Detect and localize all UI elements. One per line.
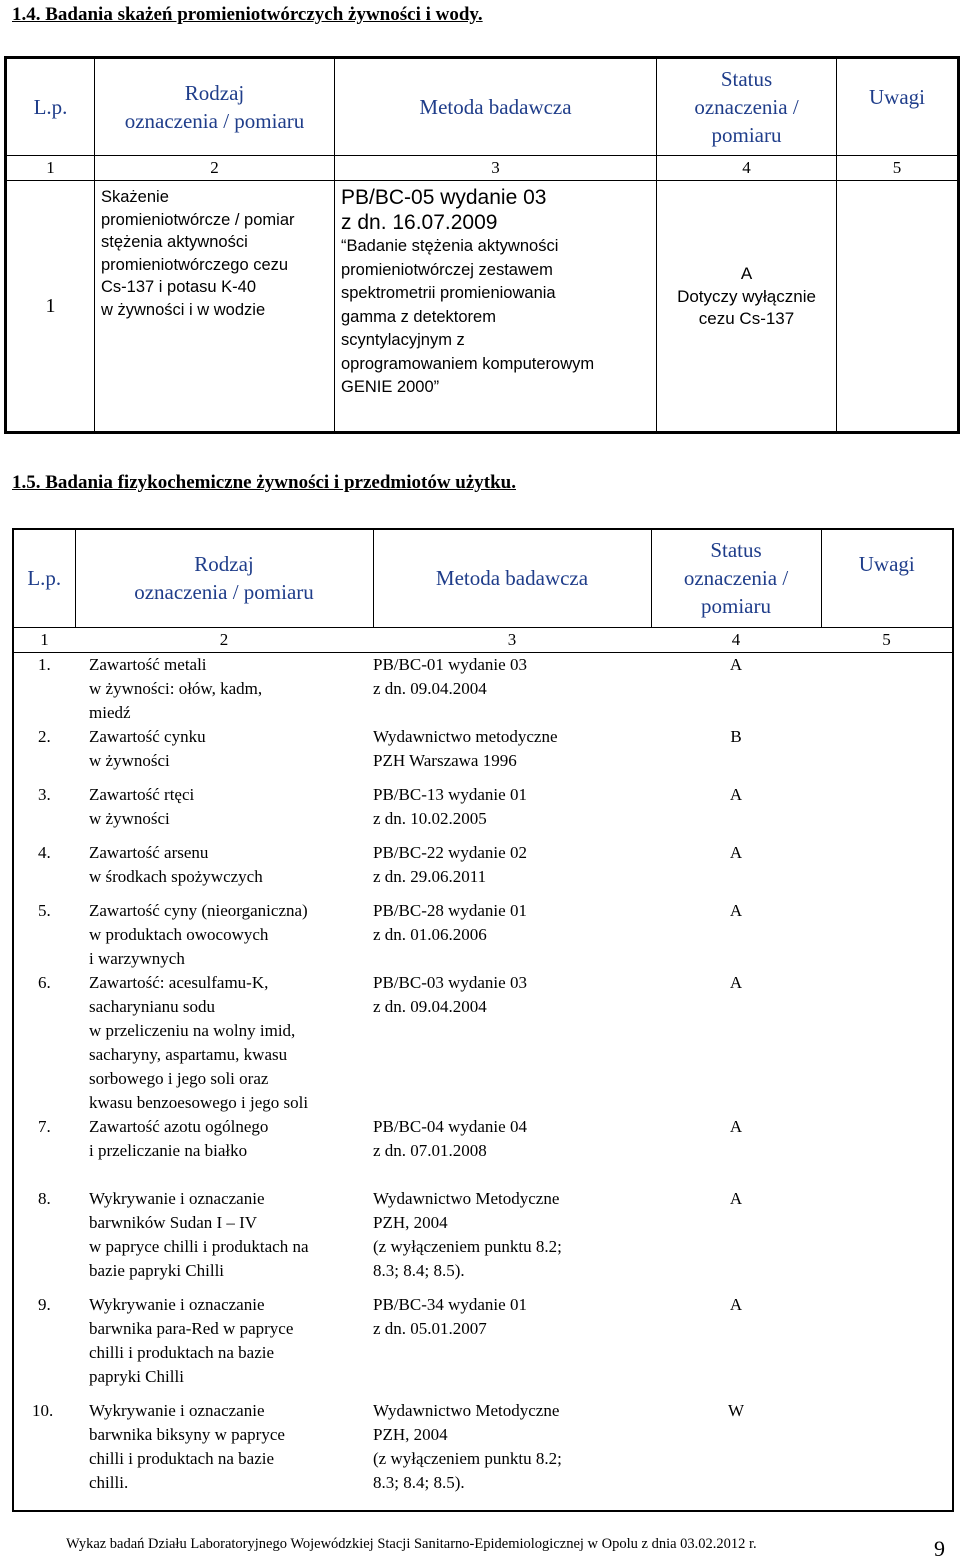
row-status: A [729, 901, 743, 920]
table-row [13, 652, 953, 725]
row-metoda: PB/BC-13 wydanie 01 z dn. 10.02.2005 [373, 785, 527, 828]
row-rodzaj: Zawartość cynku w żywności [89, 727, 206, 770]
page-footer: Wykaz badań Działu Laboratoryjnego Wojewódzkiej Stacji Sanitarno-Epidemiologicznej w Opolu z dnia 03.02.2012 r. [66, 1536, 757, 1552]
row-uwagi [821, 971, 953, 1115]
row-uwagi [821, 1187, 953, 1293]
row-lp: 8. [38, 1189, 51, 1208]
row-rodzaj: Zawartość cyny (nieorganiczna) w produktach owocowych i warzywnych [89, 901, 308, 968]
page-number: 9 [934, 1536, 945, 1561]
row-lp: 6. [38, 973, 51, 992]
row-rodzaj: Zawartość azotu ogólnego i przeliczanie na białko [89, 1117, 269, 1160]
row-metoda: PB/BC-28 wydanie 01 z dn. 01.06.2006 [373, 901, 527, 944]
table-row [13, 725, 953, 783]
row-uwagi [821, 899, 953, 971]
row-rodzaj: Skażenie promieniotwórcze / pomiar stężenia aktywności promieniotwórczego cezu Cs-137 i potasu K-40 w żywności i w wodzie [95, 181, 335, 433]
section-title-radiation: 1.4. Badania skażeń promieniotwórczych żywności i wody. [12, 4, 483, 25]
header-status: Status oznaczenia / pomiaru [651, 529, 821, 627]
row-metoda: PB/BC-04 wydanie 04 z dn. 07.01.2008 [373, 1117, 527, 1160]
row-lp: 3. [38, 785, 51, 804]
section-title-physchem: 1.5. Badania fizykochemiczne żywności i przedmiotów użytku. [12, 472, 517, 493]
row-uwagi [821, 1115, 953, 1187]
header-lp: L.p. [13, 529, 75, 627]
header-lp: L.p. [6, 58, 95, 156]
row-uwagi [821, 1293, 953, 1399]
row-metoda: PB/BC-03 wydanie 03 z dn. 09.04.2004 [373, 973, 527, 1016]
col-number: 2 [75, 627, 373, 652]
table-row [13, 1115, 953, 1187]
row-rodzaj: Zawartość metali w żywności: ołów, kadm, miedź [89, 654, 263, 722]
row-uwagi [821, 1399, 953, 1511]
header-metoda: Metoda badawcza [373, 529, 651, 627]
row-status: W [727, 1401, 745, 1420]
table-row [13, 899, 953, 971]
row-lp: 4. [38, 843, 51, 862]
row-rodzaj: Zawartość arsenu w środkach spożywczych [89, 843, 263, 886]
col-number: 3 [373, 627, 651, 652]
row-lp: 1. [38, 654, 51, 674]
row-lp: 7. [38, 1117, 51, 1136]
row-metoda: PB/BC-22 wydanie 02 z dn. 29.06.2011 [373, 843, 527, 886]
table-row [13, 1399, 953, 1511]
row-status: A [729, 843, 743, 862]
table-row [13, 1187, 953, 1293]
col-number: 5 [837, 156, 959, 181]
row-status: A [729, 785, 743, 804]
row-lp: 5. [38, 901, 51, 920]
row-uwagi [837, 181, 959, 433]
row-uwagi [821, 783, 953, 841]
row-metoda: Wydawnictwo Metodyczne PZH, 2004 (z wyłączeniem punktu 8.2; 8.3; 8.4; 8.5). [373, 1401, 562, 1492]
row-lp: 9. [38, 1295, 51, 1314]
row-status: B [730, 727, 742, 746]
header-rodzaj: Rodzaj oznaczenia / pomiaru [75, 529, 373, 627]
row-lp: 1 [6, 181, 95, 433]
row-status: A [729, 973, 743, 992]
row-status: A Dotyczy wyłącznie cezu Cs-137 [657, 181, 837, 433]
row-metoda: PB/BC-01 wydanie 03 z dn. 09.04.2004 [373, 654, 527, 698]
col-number: 5 [821, 627, 953, 652]
row-rodzaj: Wykrywanie i oznaczanie barwnika biksyny w papryce chilli i produktach na bazie chilli. [89, 1401, 285, 1492]
row-rodzaj: Wykrywanie i oznaczanie barwnika para-Red w papryce chilli i produktach na bazie papryki Chilli [89, 1295, 294, 1386]
method-description: “Badanie stężenia aktywności promieniotwórczej zestawem spektrometrii promieniowania gamma z detektorem scyntylacyjnym z oprogramowaniem komputerowym GENIE 2000” [341, 237, 595, 396]
table-row [13, 971, 953, 1115]
method-reference: PB/BC-05 wydanie 03 z dn. 16.07.2009 [341, 186, 547, 234]
row-rodzaj: Zawartość rtęci w żywności [89, 785, 195, 828]
header-status: Status oznaczenia / pomiaru [657, 58, 837, 156]
row-metoda: Wydawnictwo Metodyczne PZH, 2004 (z wyłączeniem punktu 8.2; 8.3; 8.4; 8.5). [373, 1189, 562, 1280]
table-row [13, 1293, 953, 1399]
row-status: A [729, 1295, 743, 1314]
row-status: A [729, 1189, 743, 1208]
col-number: 1 [6, 156, 95, 181]
row-metoda: PB/BC-34 wydanie 01 z dn. 05.01.2007 [373, 1295, 527, 1338]
physchem-table [12, 528, 954, 1512]
row-metoda: Wydawnictwo metodyczne PZH Warszawa 1996 [373, 727, 558, 770]
row-uwagi [821, 652, 953, 725]
header-uwagi: Uwagi [837, 58, 959, 156]
radiation-table [4, 56, 960, 434]
row-status: A [729, 654, 743, 674]
row-uwagi [821, 841, 953, 899]
row-lp: 2. [38, 727, 51, 746]
table-row [13, 841, 953, 899]
row-rodzaj: Wykrywanie i oznaczanie barwników Sudan I – IV w papryce chilli i produktach na bazie papryki Chilli [89, 1189, 309, 1280]
row-rodzaj: Zawartość: acesulfamu-K, sacharynianu sodu w przeliczeniu na wolny imid, sacharyny, aspartamu, kwasu sorbowego i jego soli oraz kwasu benzoesowego i jego soli [89, 973, 309, 1112]
row-metoda [335, 181, 657, 433]
header-metoda: Metoda badawcza [335, 58, 657, 156]
col-number: 4 [651, 627, 821, 652]
col-number: 2 [95, 156, 335, 181]
row-uwagi [821, 725, 953, 783]
row-status: A [729, 1117, 743, 1136]
col-number: 1 [13, 627, 75, 652]
table-row [13, 783, 953, 841]
col-number: 4 [657, 156, 837, 181]
col-number: 3 [335, 156, 657, 181]
header-rodzaj: Rodzaj oznaczenia / pomiaru [95, 58, 335, 156]
header-uwagi: Uwagi [821, 529, 953, 627]
row-lp: 10. [32, 1401, 54, 1420]
